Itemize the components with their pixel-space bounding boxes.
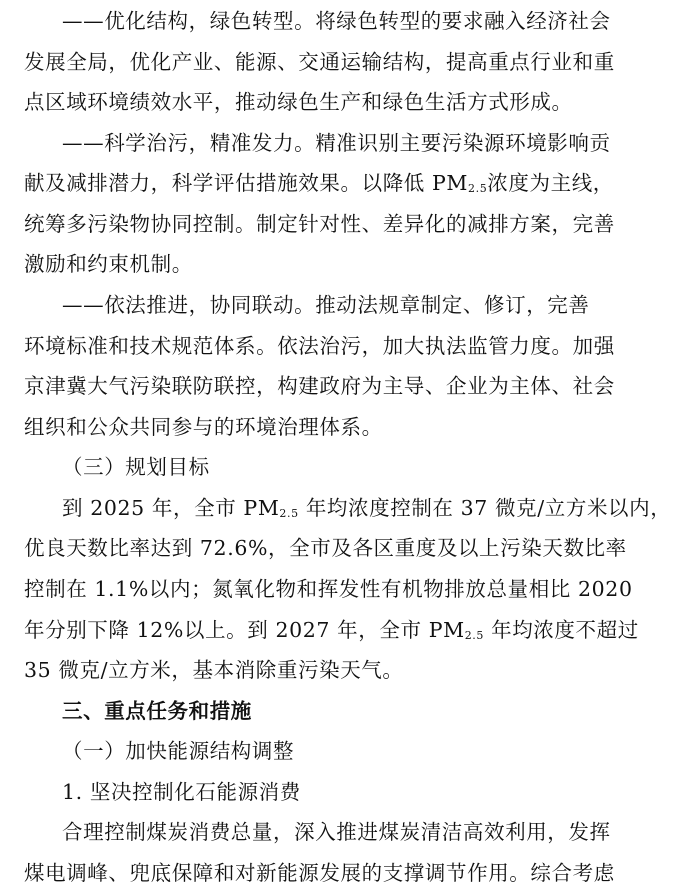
heading-subsection-1: （一）加快能源结构调整	[62, 739, 295, 763]
para-5-line-1: 合理控制煤炭消费总量，深入推进煤炭清洁高效利用，发挥	[62, 820, 611, 844]
para-4-line-4: 年分别下降 12%以上。到 2027 年，全市 $PM_{2.5}$ 年均浓度不超过	[24, 618, 639, 642]
para-5-line-2: 煤电调峰、兜底保障和对新能源发展的支撑调节作用。综合考虑	[24, 861, 615, 885]
para-2-line-4: 激励和约束机制。	[24, 252, 193, 276]
para-4-line-1: 到 2025 年，全市 $PM_{2.5}$ 年均浓度控制在 37 微克/立方米以内，	[62, 496, 672, 520]
para-4-line-5: 35 微克/立方米，基本消除重污染天气。	[24, 658, 404, 682]
para-3-line-3: 京津冀大气污染联防联控，构建政府为主导、企业为主体、社会	[24, 374, 615, 398]
para-4-line-3: 控制在 1.1%以内；氮氧化物和挥发性有机物排放总量相比 2020	[24, 577, 633, 601]
para-1-line-3: 点区域环境绩效水平，推动绿色生产和绿色生活方式形成。	[24, 90, 573, 114]
para-4-line-2: 优良天数比率达到 72.6%，全市及各区重度及以上污染天数比率	[24, 536, 627, 560]
heading-item-1: 1. 坚决控制化石能源消费	[62, 780, 301, 804]
para-3-line-1: ——依法推进，协同联动。推动法规章制定、修订，完善	[62, 293, 590, 317]
para-3-line-4: 组织和公众共同参与的环境治理体系。	[24, 415, 383, 439]
para-1-line-2: 发展全局，优化产业、能源、交通运输结构，提高重点行业和重	[24, 50, 615, 74]
para-2-line-1: ——科学治污，精准发力。精准识别主要污染源环境影响贡	[62, 131, 611, 155]
heading-planning-target: （三）规划目标	[62, 455, 210, 479]
para-3-line-2: 环境标准和技术规范体系。依法治污，加大执法监管力度。加强	[24, 334, 615, 358]
para-2-line-3: 统筹多污染物协同控制。制定针对性、差异化的减排方案，完善	[24, 212, 615, 236]
para-1-line-1: ——优化结构，绿色转型。将绿色转型的要求融入经济社会	[62, 9, 611, 33]
heading-section-3: 三、重点任务和措施	[62, 699, 252, 723]
para-2-line-2: 献及减排潜力，科学评估措施效果。以降低 $PM_{2.5}$浓度为主线，	[24, 171, 614, 195]
